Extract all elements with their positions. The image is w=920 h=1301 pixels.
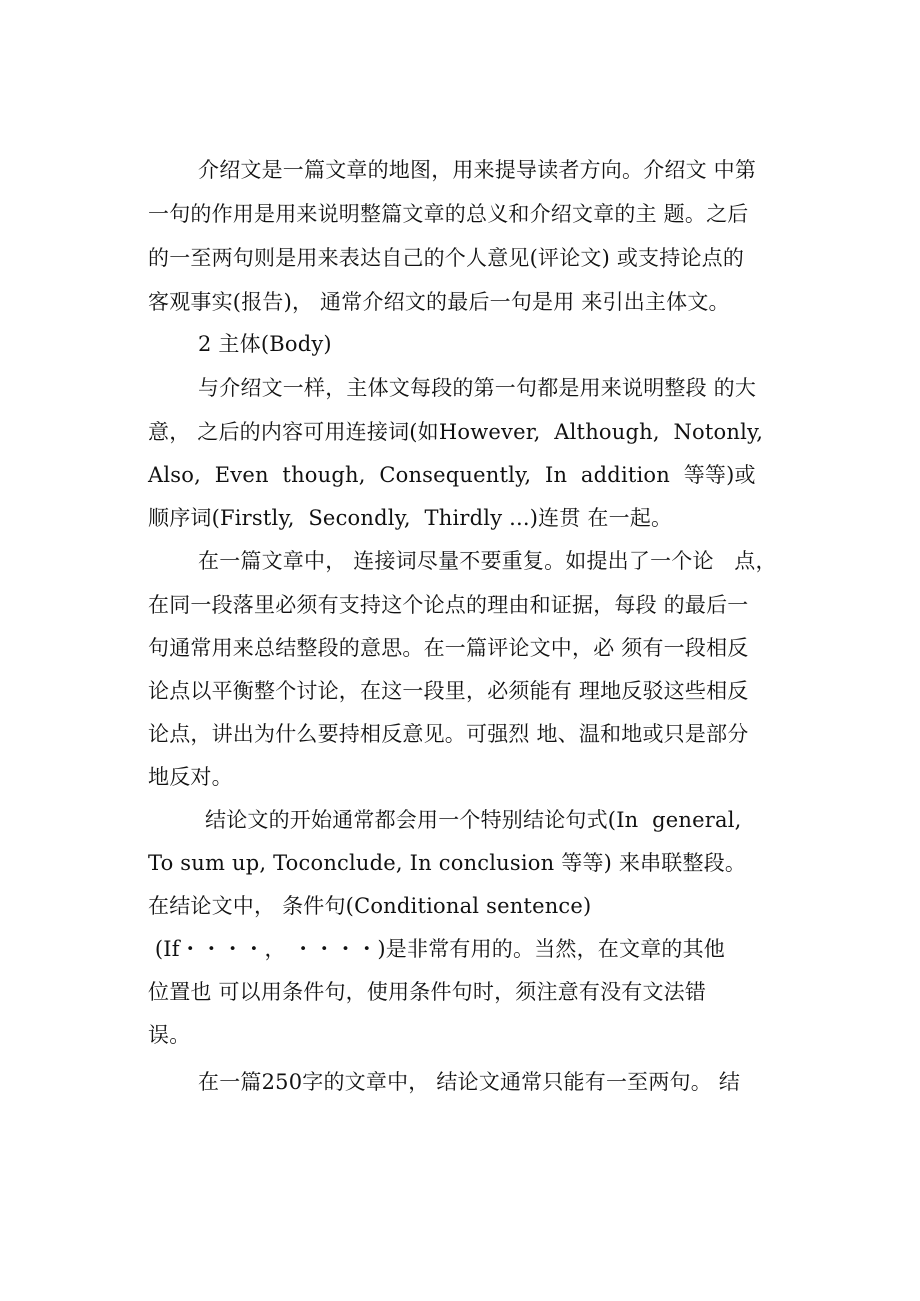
paragraph-line: 在同一段落里必须有支持这个论点的理由和证据，每段 的最后一 <box>148 593 749 617</box>
paragraph-line: 论点以平衡整个讨论，在这一段里，必须能有 理地反驳这些相反 <box>148 679 749 703</box>
paragraph-line: Also, Even though, Consequently, In addition 等等)或 <box>148 463 756 487</box>
section-heading: 2 主体(Body) <box>198 332 332 356</box>
paragraph-line: 的一至两句则是用来表达自己的个人意见(评论文) 或支持论点的 <box>148 246 745 270</box>
paragraph-line: 顺序词(Firstly, Secondly, Thirdly ...)连贯 在一起。 <box>148 506 673 530</box>
paragraph-line: 地反对。 <box>148 765 233 789</box>
paragraph-line: 结论文的开始通常都会用一个特别结论句式(In general, <box>205 808 742 832</box>
paragraph-line: 句通常用来总结整段的意思。在一篇评论文中，必 须有一段相反 <box>148 636 749 660</box>
paragraph-line: 介绍文是一篇文章的地图，用来提导读者方向。介绍文 中第 <box>198 158 757 182</box>
paragraph-line: 在一篇250字的文章中， 结论文通常只能有一至两句。 结 <box>198 1070 741 1094</box>
paragraph-line: 在结论文中， 条件句(Conditional sentence) <box>148 894 592 918</box>
paragraph-line: 位置也 可以用条件句，使用条件句时，须注意有没有文法错 <box>148 980 707 1004</box>
paragraph-line: To sum up, Toconclude, In conclusion 等等) 来串联整段。 <box>148 851 747 875</box>
paragraph-line: 一句的作用是用来说明整篇文章的总义和介绍文章的主 题。之后 <box>148 202 749 226</box>
paragraph-line: 误。 <box>148 1023 191 1047</box>
paragraph-line: 意， 之后的内容可用连接词(如However, Although, Notonly, <box>148 420 764 444</box>
paragraph-line: 客观事实(报告)， 通常介绍文的最后一句是用 来引出主体文。 <box>148 290 730 314</box>
paragraph-line: 与介绍文一样，主体文每段的第一句都是用来说明整段 的大 <box>198 376 757 400</box>
paragraph-line: 论点，讲出为什么要持相反意见。可强烈 地、温和地或只是部分 <box>148 722 749 746</box>
paragraph-line: 在一篇文章中， 连接词尽量不要重复。如提出了一个论 点， <box>198 549 777 573</box>
paragraph-line: (If・・・・， ・・・・)是非常有用的。当然，在文章的其他 <box>148 937 726 961</box>
